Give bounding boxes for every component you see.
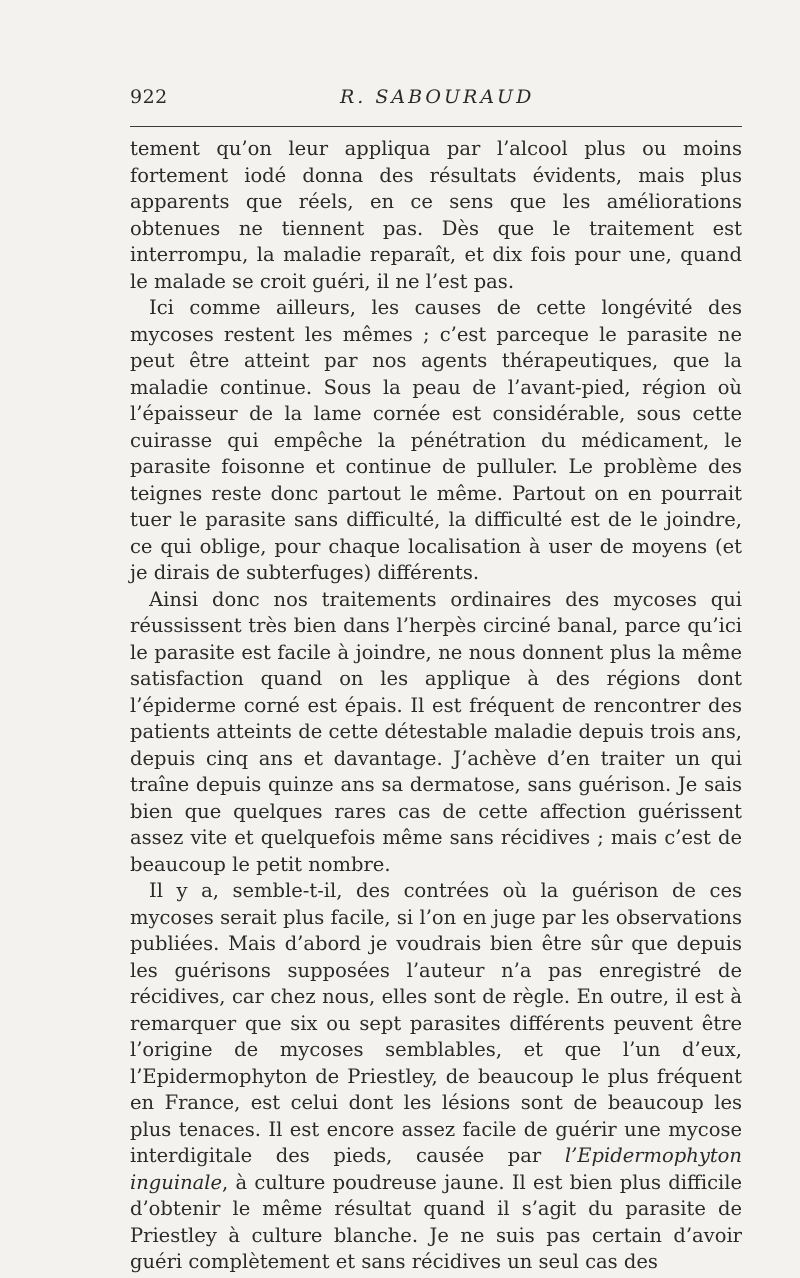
body-text xyxy=(130,136,742,1276)
paragraph-4-part-2: , à culture poudreuse jaune. Il est bien plus difficile d’obtenir le même résultat quand il s’agit du parasite de Priestley à culture blanche. Je ne suis pas certain d’avoir guéri complètement et sans récidives un seul cas des xyxy=(130,1170,742,1273)
paragraph-4 xyxy=(130,878,742,1276)
paragraph-4-part-1: Il y a, semble-t-il, des contrées où la guérison de ces mycoses serait plus facile, si l’on en juge par les observations publiées. Mais d’abord je voudrais bien être sûr que depuis les guérisons supposées l’auteur n’a pas enregistré de récidives, car chez nous, elles sont de règle. En outre, il est à remarquer que six ou sept parasites différents peuvent être l’origine de mycoses semblables, et que l’un d’eux, l’Epidermophyton de Priestley, de beaucoup le plus fréquent en France, est celui dont les lésions sont de beaucoup les plus tenaces. Il est encore assez facile de guérir une mycose interdigitale des pieds, causée par xyxy=(130,879,742,1167)
page-header xyxy=(130,86,742,116)
header-rule xyxy=(130,126,742,127)
running-head: R. SABOURAUD xyxy=(340,86,535,108)
paragraph-3: Ainsi donc nos traitements ordinaires des mycoses qui réussissent très bien dans l’herpès circiné banal, parce qu’ici le parasite est facile à joindre, ne nous donnent plus la même satisfaction quand on les applique à des régions dont l’épiderme corné est épais. Il est fréquent de rencontrer des patients atteints de cette détestable maladie depuis trois ans, depuis cinq ans et davantage. J’achève d’en traiter un qui traîne depuis quinze ans sa dermatose, sans guérison. Je sais bien que quelques rares cas de cette affection guérissent assez vite et quelquefois même sans récidives ; mais c’est de beaucoup le petit nombre. xyxy=(130,587,742,876)
paragraph-2: Ici comme ailleurs, les causes de cette longévité des mycoses restent les mêmes ; c’est parceque le parasite ne peut être atteint par nos agents thérapeutiques, que la maladie continue. Sous la peau de l’avant-pied, région où l’épaisseur de la lame cornée est considérable, sous cette cuirasse qui empêche la pénétration du médicament, le parasite foisonne et continue de pulluler. Le problème des teignes reste donc partout le même. Partout on en pourrait tuer le parasite sans difficulté, la difficulté est de le joindre, ce qui oblige, pour chaque localisation à user de moyens (et je dirais de subterfuges) différents. xyxy=(130,296,742,584)
page-number: 922 xyxy=(130,86,168,108)
species-name-italic: l’Epidermophyton inguinale xyxy=(130,1144,742,1194)
paragraph-1: tement qu’on leur appliqua par l’alcool plus ou moins fortement iodé donna des résultats évidents, mais plus apparents que réels, en ce sens que les améliorations obtenues ne tiennent pas. Dès que le traitement est interrompu, la maladie reparaît, et dix fois pour une, quand le malade se croit guéri, il ne l’est pas. xyxy=(130,137,742,293)
